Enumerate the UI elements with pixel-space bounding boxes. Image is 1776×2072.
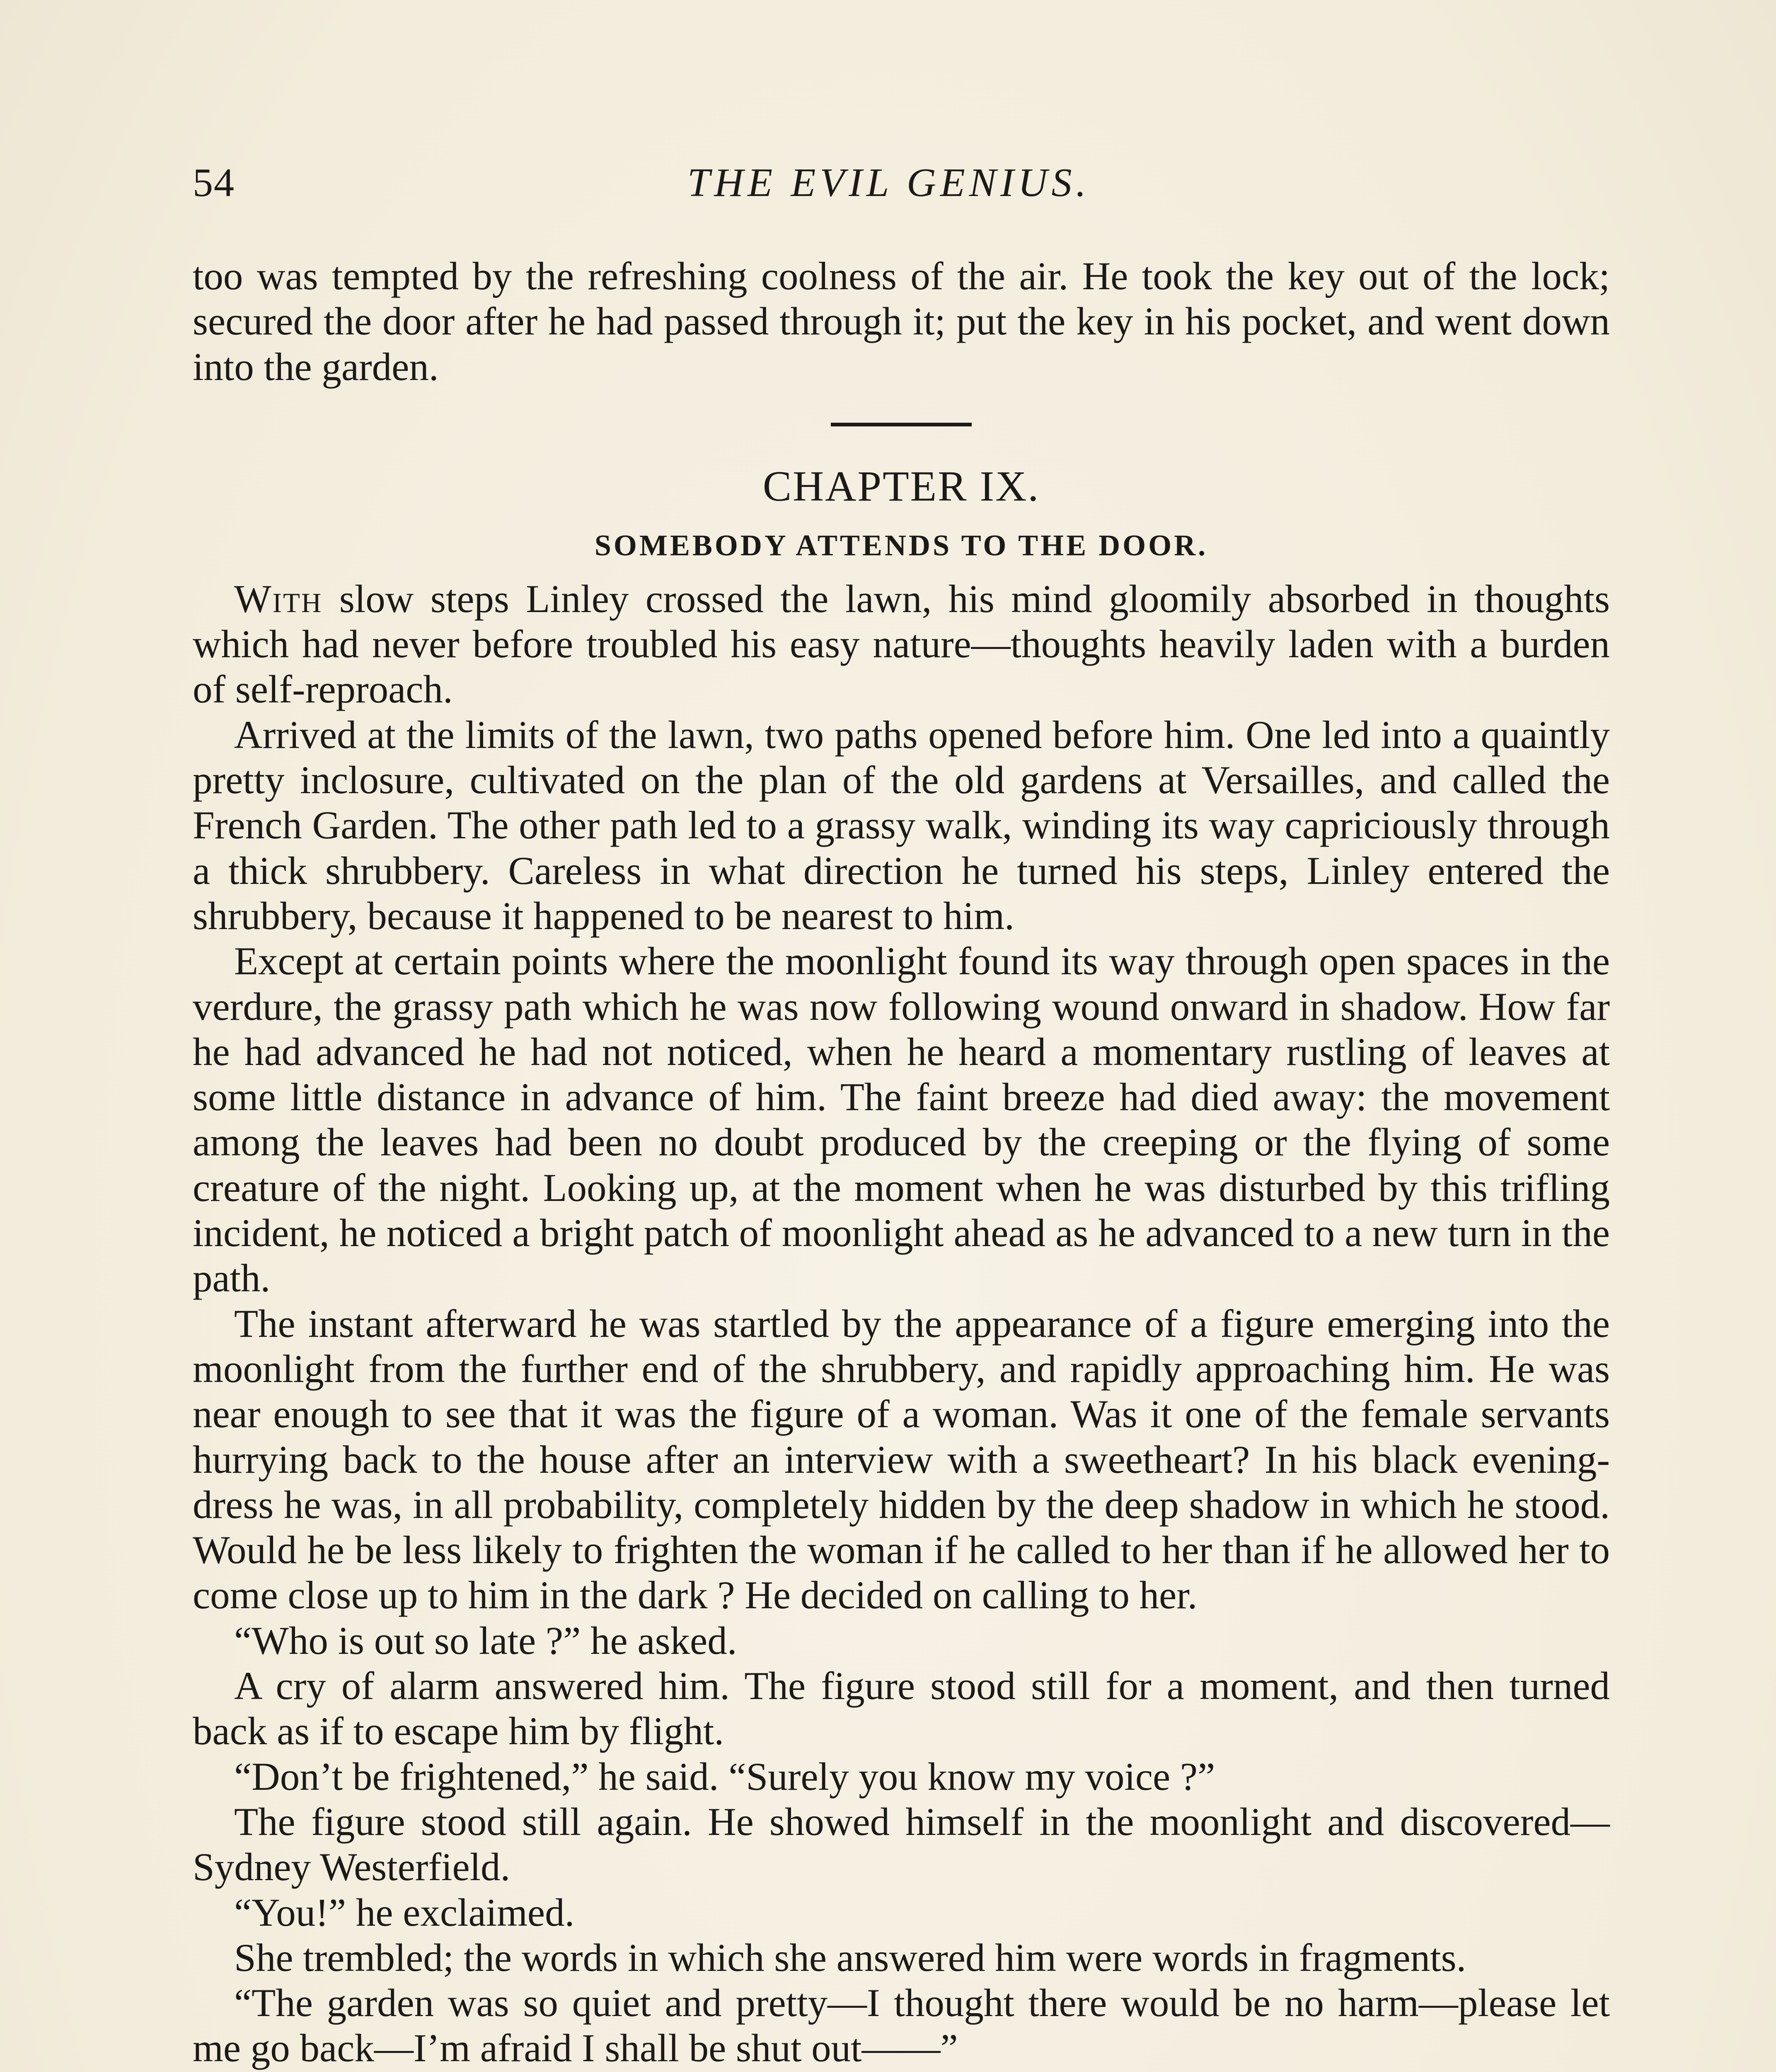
- paragraph-opening: [193, 576, 1610, 712]
- page-header: [193, 160, 1610, 213]
- opening-word: With: [234, 576, 323, 621]
- chapter-title: CHAPTER IX.: [762, 462, 1040, 510]
- running-title: THE EVIL GENIUS.: [687, 160, 1091, 205]
- paragraph: “You!” he exclaimed.: [234, 1890, 575, 1934]
- opening-paragraph-text: slow steps Linley crossed the lawn, his mind gloomily absorbed in thoughts which had never before troubled his easy nature—thoughts heavily laden with a burden of self-reproach.: [193, 576, 1610, 712]
- paragraph: “Don’t be frightened,” he said. “Surely you know my voice ?”: [234, 1754, 1215, 1798]
- chapter-subtitle: SOMEBODY ATTENDS TO THE DOOR.: [594, 528, 1208, 562]
- paragraph: Except at certain points where the moonlight found its way through open spaces in the verdure, the grassy path which he was now following wound onward in shadow. How far he had advanced he had not noticed, when he heard a momentary rustling of leaves at some little distance in advance of him. The faint breeze had died away: the movement among the leaves had been no doubt produced by the creeping or the flying of some creature of the night. Looking up, at the moment when he was disturbed by this trifling incident, he noticed a bright patch of moonlight ahead as he advanced to a new turn in the path.: [193, 939, 1610, 1300]
- paragraph: The figure stood still again. He showed himself in the moonlight and discovered—Sydney Westerfield.: [193, 1799, 1610, 1889]
- paragraph: A cry of alarm answered him. The figure stood still for a moment, and then turned back as if to escape him by flight.: [193, 1664, 1610, 1753]
- paragraph: “The garden was so quiet and pretty—I thought there would be no harm—please let me go back—I’m afraid I shall be shut out——”: [193, 1981, 1610, 2070]
- text-column: [193, 254, 1610, 2072]
- paragraph: “Who is out so late ?” he asked.: [234, 1618, 737, 1663]
- paragraph: The instant afterward he was startled by the appearance of a figure emerging into the moonlight from the further end of the shrubbery, and rapidly approaching him. He was near enough to see that it was the figure of a woman. Was it one of the female servants hurrying back to the house after an interview with a sweetheart? In his black evening-dress he was, in all probability, completely hidden by the deep shadow in which he stood. Would he be less likely to frighten the woman if he called to her than if he allowed her to come close up to him in the dark ? He decided on calling to her.: [193, 1301, 1610, 1617]
- chapter-divider-rule: [831, 423, 972, 426]
- paragraph-continued: too was tempted by the refreshing coolness of the air. He took the key out of the lock; secured the door after he had passed through it; put the key in his pocket, and went down into the garden.: [193, 254, 1610, 389]
- paragraph: Arrived at the limits of the lawn, two paths opened before him. One led into a quaintly pretty inclosure, cultivated on the plan of the old gardens at Versailles, and called the French Garden. The other path led to a grassy walk, winding its way capriciously through a thick shrubbery. Careless in what direction he turned his steps, Linley entered the shrubbery, because it happened to be nearest to him.: [193, 712, 1610, 938]
- page-number: 54: [193, 160, 235, 205]
- paragraph: She trembled; the words in which she answered him were words in fragments.: [234, 1935, 1466, 1980]
